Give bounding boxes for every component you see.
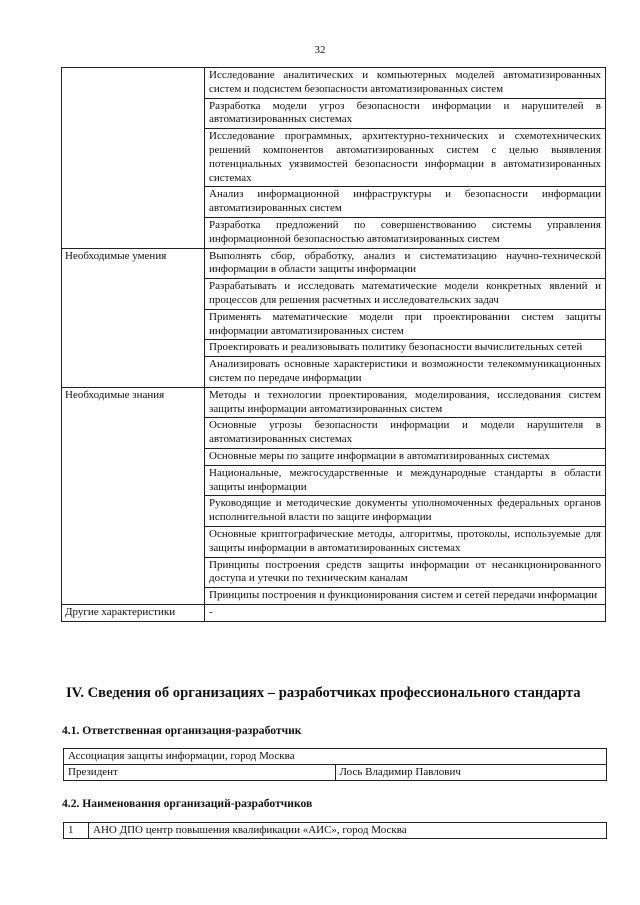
row-item: Исследование аналитических и компьютерных моделей автоматизированных систем и подсистем безопасности автоматизированных систем [205, 68, 606, 99]
developer-number: 1 [64, 823, 89, 839]
row-item: Основные угрозы безопасности информации и модели нарушителя в автоматизированных системах [205, 418, 606, 449]
row-item: Проектировать и реализовывать политику безопасности вычислительных сетей [205, 340, 606, 357]
row-item: Анализировать основные характеристики и возможности телекоммуникационных систем по передаче информации [205, 357, 606, 388]
row-label [62, 68, 205, 249]
position-cell: Президент [64, 765, 336, 781]
row-item: Разрабатывать и исследовать математические модели конкретных явлений и процессов для решения расчетных и исследовательских задач [205, 279, 606, 310]
developer-name: АНО ДПО центр повышения квалификации «АИС», город Москва [89, 823, 607, 839]
row-item: Исследование программных, архитектурно-технических и схемотехнических решений компонентов автоматизированных систем с целью выявления потенциальных уязвимостей безопасности информации в автоматизированных системах [205, 129, 606, 187]
row-item: Анализ информационной инфраструктуры и безопасности информации автоматизированных систем [205, 187, 606, 218]
table-row [62, 248, 606, 279]
row-item: Разработка предложений по совершенствованию системы управления информационной безопасностью автоматизированных систем [205, 217, 606, 248]
developer-row [64, 823, 607, 839]
row-item: Применять математические модели при проектировании систем защиты информации автоматизированных систем [205, 309, 606, 340]
subsection-1-title: 4.1. Ответственная организация-разработчик [62, 724, 302, 737]
organization-name: Ассоциация защиты информации, город Москва [64, 749, 607, 765]
row-item: Руководящие и методические документы уполномоченных федеральных органов исполнительной власти по защите информации [205, 496, 606, 527]
row-label: Необходимые умения [62, 248, 205, 387]
section-title: IV. Сведения об организациях – разработчиках профессионального стандарта [66, 685, 581, 701]
row-item: Основные криптографические методы, алгоритмы, протоколы, используемые для защиты информации в автоматизированных системах [205, 526, 606, 557]
row-item: Принципы построения и функционирования систем и сетей передачи информации [205, 588, 606, 605]
row-item: Разработка модели угроз безопасности информации и нарушителей в автоматизированных системах [205, 98, 606, 129]
table-row [62, 68, 606, 99]
row-item: Методы и технологии проектирования, моделирования, исследования систем защиты информации автоматизированных систем [205, 387, 606, 418]
developers-table [63, 822, 607, 839]
signatory-row [64, 765, 607, 781]
person-cell: Лось Владимир Павлович [335, 765, 607, 781]
row-item: Принципы построения средств защиты информации от несанкционированного доступа и утечки по техническим каналам [205, 557, 606, 588]
row-item: Национальные, межгосударственные и международные стандарты в области защиты информации [205, 465, 606, 496]
table-row [62, 387, 606, 418]
organization-row [64, 749, 607, 765]
row-item: Выполнять сбор, обработку, анализ и систематизацию научно-технической информации в области защиты информации [205, 248, 606, 279]
responsible-organization-table [63, 748, 607, 781]
row-label: Другие характеристики [62, 604, 205, 621]
row-item: Основные меры по защите информации в автоматизированных системах [205, 448, 606, 465]
subsection-2-title: 4.2. Наименования организаций-разработчиков [62, 797, 313, 810]
row-label: Необходимые знания [62, 387, 205, 604]
competency-table [61, 67, 606, 622]
page-number: 32 [314, 44, 326, 56]
table-row [62, 604, 606, 621]
row-item: - [205, 604, 606, 621]
